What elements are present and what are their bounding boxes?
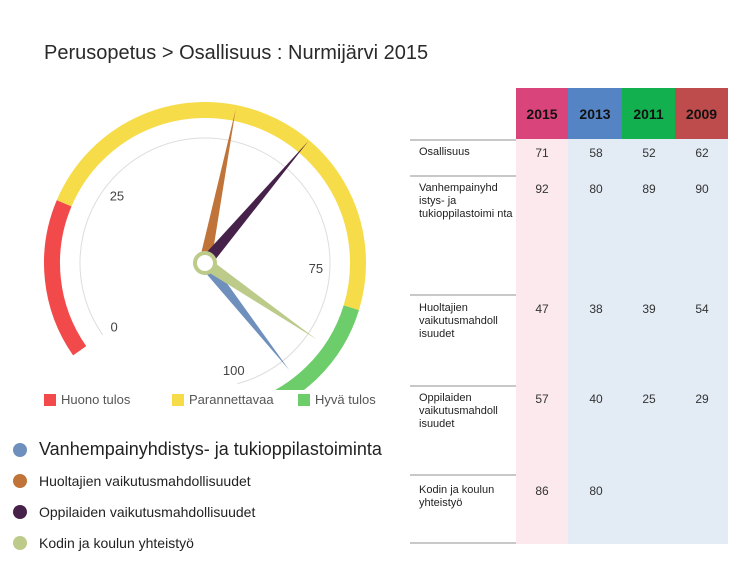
table-cell: 89	[642, 182, 656, 196]
needle-legend-dot	[13, 443, 27, 457]
needle-legend-label: Vanhempainyhdistys- ja tukioppilastoiminta	[39, 439, 382, 459]
zone-swatch-poor	[44, 394, 56, 406]
row-label: Vanhempainyhd istys- ja tukioppilastoimi nta	[419, 182, 513, 220]
zone-legend-poor	[44, 392, 130, 407]
zone-swatch-good	[298, 394, 310, 406]
gauge-zone-band	[245, 308, 352, 390]
table-cell: 38	[589, 302, 603, 316]
table-cell: 92	[535, 182, 549, 196]
column-header-2013: 2013	[568, 88, 622, 139]
page-title: Perusopetus > Osallisuus : Nurmijärvi 2015	[44, 42, 429, 64]
needle-legend-dot	[13, 474, 27, 488]
zone-legend-improve	[172, 392, 274, 407]
table-cell: 25	[642, 392, 656, 406]
row-label: Kodin ja koulun yhteistyö	[419, 484, 495, 509]
column-header-2011: 2011	[622, 88, 675, 139]
zone-swatch-improve	[172, 394, 184, 406]
needle-legend	[10, 434, 382, 558]
gauge-tick-label: 75	[308, 260, 324, 276]
zone-legend-label: Huono tulos	[61, 392, 131, 407]
zone-legend	[44, 392, 394, 410]
table-cell: 80	[589, 182, 603, 196]
needle-legend-label: Kodin ja koulun yhteistyö	[39, 534, 194, 551]
table-cell: 54	[695, 302, 709, 316]
row-divider	[410, 175, 516, 177]
needle-legend-item	[10, 527, 382, 558]
column-header-2015: 2015	[516, 88, 568, 139]
row-divider	[410, 385, 516, 387]
needle-legend-dot	[13, 505, 27, 519]
row-divider	[410, 474, 516, 476]
gauge-tick-label: 25	[109, 188, 125, 204]
gauge-hub	[195, 253, 215, 273]
needle-legend-item	[10, 434, 382, 465]
gauge-tick-label: 0	[110, 319, 118, 335]
zone-legend-label: Parannettavaa	[189, 392, 274, 407]
gauge-needle	[202, 258, 317, 339]
row-divider	[410, 542, 516, 544]
row-divider	[410, 294, 516, 296]
gauge-tick-label: 100	[222, 363, 245, 379]
column-header-2009: 2009	[675, 88, 728, 139]
table-cell: 62	[695, 146, 709, 160]
table-cell: 39	[642, 302, 656, 316]
needle-legend-item	[10, 465, 382, 496]
table-cell: 58	[589, 146, 603, 160]
needle-legend-label: Huoltajien vaikutusmahdollisuudet	[39, 472, 251, 489]
table-cell: 86	[535, 484, 549, 498]
row-label: Huoltajien vaikutusmahdoll isuudet	[419, 302, 498, 340]
results-table	[410, 88, 728, 546]
table-cell: 40	[589, 392, 603, 406]
table-cell: 71	[535, 146, 549, 160]
needle-legend-item	[10, 496, 382, 527]
needle-legend-dot	[13, 536, 27, 550]
gauge-chart	[0, 70, 410, 390]
table-cell: 80	[589, 484, 603, 498]
zone-legend-good	[298, 392, 376, 407]
row-label: Osallisuus	[419, 146, 470, 158]
row-label: Oppilaiden vaikutusmahdoll isuudet	[419, 392, 498, 430]
table-cell: 29	[695, 392, 709, 406]
row-divider	[410, 139, 516, 141]
table-cell: 57	[535, 392, 549, 406]
gauge-needle	[200, 259, 289, 370]
gauge-zone-band	[52, 203, 80, 351]
table-cell: 90	[695, 182, 709, 196]
zone-legend-label: Hyvä tulos	[315, 392, 376, 407]
needle-legend-label: Oppilaiden vaikutusmahdollisuudet	[39, 503, 256, 520]
table-cell: 52	[642, 146, 656, 160]
table-cell: 47	[535, 302, 549, 316]
